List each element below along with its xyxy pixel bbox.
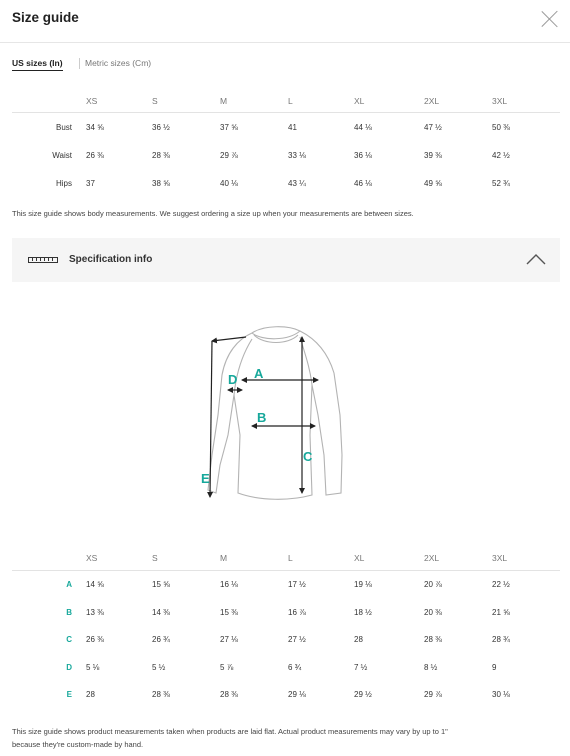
table-cell: 43 ¼ bbox=[288, 178, 306, 188]
table-cell: 37 bbox=[86, 178, 95, 188]
row-label: E bbox=[66, 690, 72, 700]
table-cell: 16 ⅞ bbox=[288, 607, 306, 617]
row-label: A bbox=[66, 580, 72, 590]
table-cell: 30 ⅛ bbox=[492, 690, 510, 700]
tab-metric-sizes[interactable]: Metric sizes (Cm) bbox=[85, 58, 152, 68]
size-header: XL bbox=[354, 546, 424, 571]
table-row bbox=[12, 571, 560, 599]
row-label: B bbox=[66, 607, 72, 617]
table-row bbox=[12, 654, 560, 682]
table-cell: 26 ⅜ bbox=[86, 150, 104, 160]
table-cell: 28 ⅜ bbox=[152, 690, 170, 700]
table-cell: 42 ½ bbox=[492, 150, 510, 160]
table-cell: 29 ½ bbox=[354, 690, 372, 700]
table-cell: 44 ⅛ bbox=[354, 122, 372, 132]
size-header: S bbox=[152, 90, 220, 113]
tab-divider bbox=[79, 58, 80, 69]
table-cell: 9 bbox=[492, 662, 497, 672]
tab-us-sizes[interactable]: US sizes (In) bbox=[12, 58, 63, 71]
row-label: Bust bbox=[55, 122, 72, 132]
table-cell: 49 ⅝ bbox=[424, 178, 442, 188]
table-row bbox=[12, 141, 560, 169]
table-cell: 5 ⅞ bbox=[220, 662, 234, 672]
size-header: S bbox=[152, 546, 220, 571]
size-header: 2XL bbox=[424, 90, 492, 113]
row-label: Waist bbox=[52, 150, 72, 160]
label-e: E bbox=[201, 471, 210, 486]
ruler-icon bbox=[28, 257, 58, 263]
table-cell: 7 ½ bbox=[354, 662, 368, 672]
table-cell: 39 ⅜ bbox=[424, 150, 442, 160]
size-header: 2XL bbox=[424, 546, 492, 571]
size-header: XL bbox=[354, 90, 424, 113]
label-a: A bbox=[254, 366, 264, 381]
table-cell: 5 ½ bbox=[152, 662, 166, 672]
table-cell: 47 ½ bbox=[424, 122, 442, 132]
product-note-line: This size guide shows product measurements taken when products are laid flat. Actual product measurements may vary by up to 1" bbox=[12, 727, 448, 736]
table-cell: 27 ½ bbox=[288, 635, 306, 645]
table-row bbox=[12, 113, 560, 142]
table-cell: 38 ⅝ bbox=[152, 178, 170, 188]
shirt-outline bbox=[208, 327, 342, 500]
body-measurements-table bbox=[12, 90, 560, 197]
table-cell: 8 ½ bbox=[424, 662, 438, 672]
table-cell: 28 bbox=[86, 690, 95, 700]
table-row bbox=[12, 626, 560, 654]
table-cell: 28 ⅜ bbox=[220, 690, 238, 700]
modal-title: Size guide bbox=[12, 10, 79, 25]
table-cell: 6 ¾ bbox=[288, 662, 302, 672]
table-cell: 20 ⅜ bbox=[424, 607, 442, 617]
size-header: L bbox=[288, 546, 354, 571]
specification-info-toggle[interactable] bbox=[12, 238, 560, 282]
table-cell: 15 ⅝ bbox=[152, 580, 170, 590]
table-cell: 16 ⅛ bbox=[220, 580, 238, 590]
table-cell: 37 ⅝ bbox=[220, 122, 238, 132]
corner-cell bbox=[12, 90, 86, 113]
row-label: Hips bbox=[55, 178, 72, 188]
modal-header bbox=[0, 0, 570, 43]
label-b: B bbox=[257, 410, 267, 425]
table-cell: 29 ⅞ bbox=[424, 690, 442, 700]
table-cell: 36 ⅛ bbox=[354, 150, 372, 160]
table-cell: 27 ⅛ bbox=[220, 635, 238, 645]
table-cell: 29 ⅛ bbox=[288, 690, 306, 700]
table-cell: 19 ⅛ bbox=[354, 580, 372, 590]
product-measurements-note bbox=[12, 725, 562, 751]
row-label: D bbox=[66, 662, 72, 672]
close-icon[interactable] bbox=[540, 9, 560, 29]
label-d: D bbox=[228, 372, 238, 387]
table-cell: 26 ¾ bbox=[152, 635, 170, 645]
table-cell: 40 ⅛ bbox=[220, 178, 238, 188]
table-cell: 33 ⅛ bbox=[288, 150, 306, 160]
table-cell: 20 ⅞ bbox=[424, 580, 442, 590]
table-header-row bbox=[12, 90, 560, 113]
label-c: C bbox=[303, 449, 313, 464]
table-cell: 17 ½ bbox=[288, 580, 306, 590]
corner-cell bbox=[12, 546, 86, 571]
size-header: 3XL bbox=[492, 546, 560, 571]
table-cell: 15 ⅜ bbox=[220, 607, 238, 617]
measurement-diagram bbox=[190, 315, 360, 510]
product-note-line: because they're custom-made by hand. bbox=[12, 740, 144, 749]
size-header: XS bbox=[86, 546, 152, 571]
table-cell: 36 ½ bbox=[152, 122, 170, 132]
size-header: 3XL bbox=[492, 90, 560, 113]
body-measurements-note: This size guide shows body measurements. We suggest ordering a size up when your measurements are between sizes. bbox=[12, 209, 414, 218]
size-header: L bbox=[288, 90, 354, 113]
table-cell: 52 ¾ bbox=[492, 178, 510, 188]
table-cell: 34 ⅝ bbox=[86, 122, 104, 132]
table-cell: 46 ⅛ bbox=[354, 178, 372, 188]
table-cell: 14 ⅜ bbox=[152, 607, 170, 617]
table-row bbox=[12, 169, 560, 197]
chevron-up-icon[interactable] bbox=[526, 252, 546, 266]
table-cell: 18 ½ bbox=[354, 607, 372, 617]
table-row bbox=[12, 599, 560, 627]
size-header: XS bbox=[86, 90, 152, 113]
table-cell: 28 ⅜ bbox=[424, 635, 442, 645]
table-cell: 41 bbox=[288, 122, 297, 132]
table-cell: 14 ⅝ bbox=[86, 580, 104, 590]
product-measurements-table bbox=[12, 546, 560, 709]
row-label: C bbox=[66, 635, 72, 645]
table-header-row bbox=[12, 546, 560, 571]
table-cell: 13 ⅜ bbox=[86, 607, 104, 617]
table-cell: 22 ½ bbox=[492, 580, 510, 590]
size-header: M bbox=[220, 546, 288, 571]
table-cell: 28 bbox=[354, 635, 363, 645]
table-cell: 50 ⅜ bbox=[492, 122, 510, 132]
table-cell: 21 ⅝ bbox=[492, 607, 510, 617]
table-cell: 29 ⅞ bbox=[220, 150, 238, 160]
table-cell: 5 ⅛ bbox=[86, 662, 100, 672]
specification-info-label: Specification info bbox=[69, 254, 153, 265]
table-row bbox=[12, 681, 560, 709]
table-cell: 26 ⅜ bbox=[86, 635, 104, 645]
size-header: M bbox=[220, 90, 288, 113]
table-cell: 28 ⅜ bbox=[152, 150, 170, 160]
table-cell: 28 ¾ bbox=[492, 635, 510, 645]
